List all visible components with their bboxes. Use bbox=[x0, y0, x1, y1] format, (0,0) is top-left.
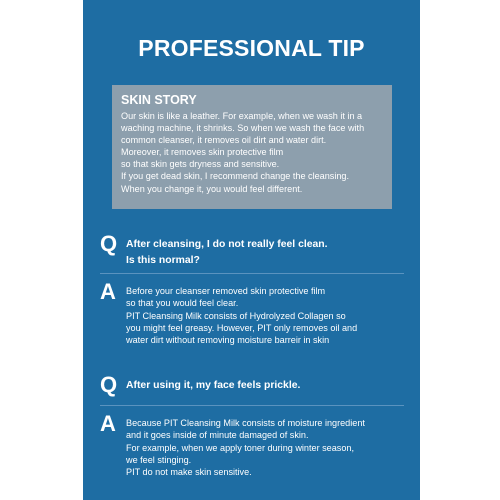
skin-story-line: Moreover, it removes skin protective film bbox=[121, 147, 284, 158]
skin-story-line: When you change it, you would feel different. bbox=[121, 183, 303, 194]
answer-letter: A bbox=[100, 411, 116, 436]
answer-text bbox=[126, 417, 416, 478]
question-line: After cleansing, I do not really feel clean. bbox=[126, 239, 328, 250]
answer-line: and it goes inside of minute damaged of skin. bbox=[126, 430, 309, 441]
skin-story-line: common cleanser, it removes oil dirt and water dirt. bbox=[121, 135, 327, 146]
skin-story-line: waching machine, it shrinks. So when we wash the face with bbox=[121, 123, 365, 134]
answer-text bbox=[126, 285, 416, 346]
question-letter: Q bbox=[100, 231, 118, 256]
skin-story-line: If you get dead skin, I recommend change the cleansing. bbox=[121, 171, 349, 182]
question-text bbox=[126, 237, 416, 269]
answer-line: PIT Cleansing Milk consists of Hydrolyzed Collagen so bbox=[126, 310, 346, 321]
answer-line: water dirt without removing moisture barreir in skin bbox=[126, 335, 330, 346]
skin-story-box bbox=[112, 85, 392, 209]
page-title: PROFESSIONAL TIP bbox=[138, 35, 365, 61]
divider bbox=[100, 405, 404, 406]
answer-line: Because PIT Cleansing Milk consists of moisture ingredient bbox=[126, 418, 365, 428]
divider bbox=[100, 273, 404, 274]
skin-story-line: Our skin is like a leather. For example, when we wash it in a bbox=[121, 111, 363, 121]
answer-line: Before your cleanser removed skin protective film bbox=[126, 286, 326, 296]
answer-line: For example, when we apply toner during winter season, bbox=[126, 442, 354, 453]
question-letter: Q bbox=[100, 372, 118, 397]
question-text bbox=[126, 378, 416, 394]
answer-letter: A bbox=[100, 279, 116, 304]
answer-line: we feel stinging. bbox=[126, 454, 192, 465]
skin-story-line: so that skin gets dryness and sensitive. bbox=[121, 159, 280, 170]
answer-line: PIT do not make skin sensitive. bbox=[126, 467, 252, 478]
answer-line: so that you would feel clear. bbox=[126, 298, 239, 309]
question-line: Is this normal? bbox=[126, 255, 200, 266]
skin-story-heading: SKIN STORY bbox=[121, 93, 197, 107]
tip-panel bbox=[83, 0, 420, 500]
question-line: After using it, my face feels prickle. bbox=[126, 380, 301, 391]
answer-line: you might feel greasy. However, PIT only removes oil and bbox=[126, 322, 358, 333]
